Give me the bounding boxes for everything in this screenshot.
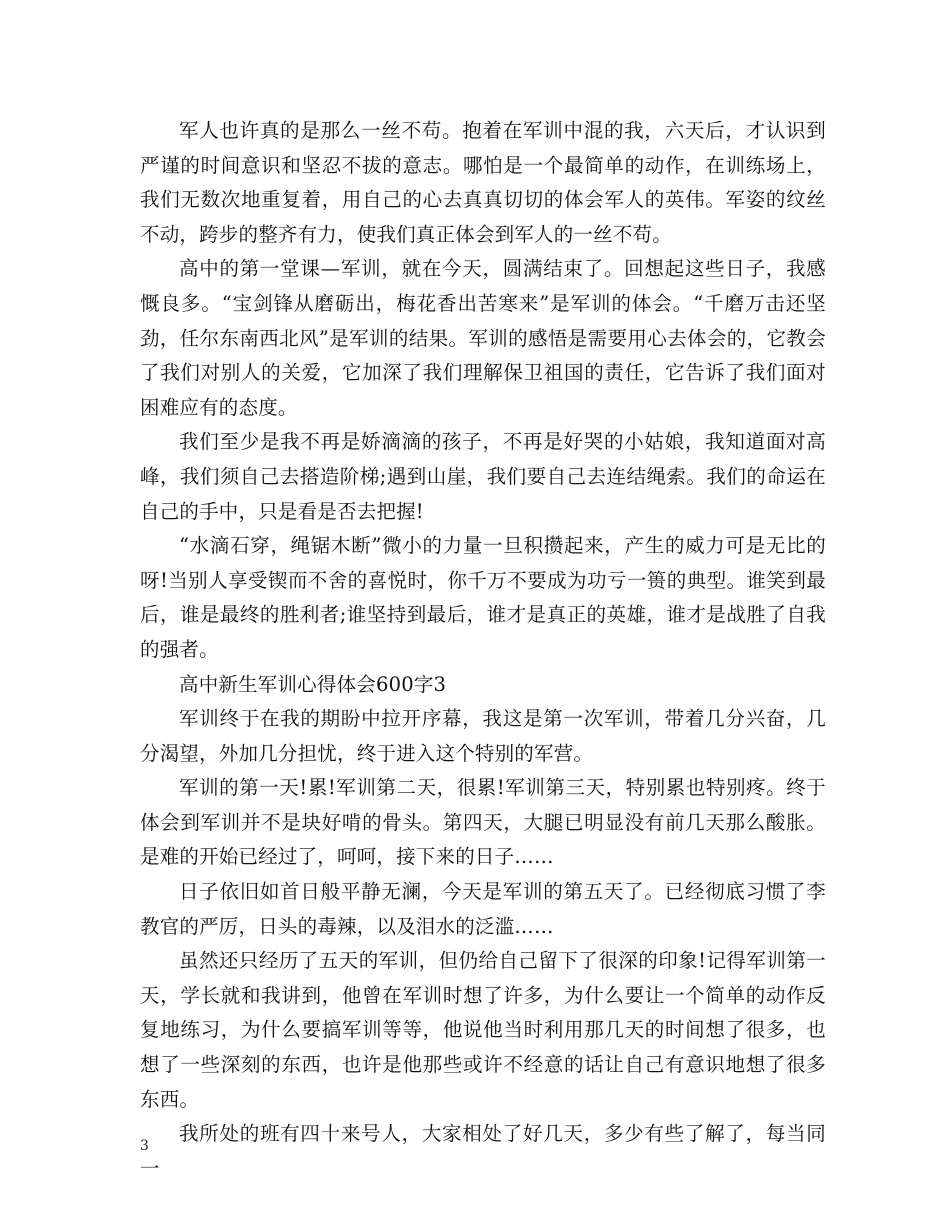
paragraph-1: 军人也许真的是那么一丝不苟。抱着在军训中混的我，六天后，才认识到严谨的时间意识和坚忍不拔的意志。哪怕是一个最简单的动作，在训练场上，我们无数次地重复着，用自己的心去真真切切的体会军人的英伟。军姿的纹丝不动，跨步的整齐有力，使我们真正体会到军人的一丝不苟。 [140,119,826,246]
paragraph-8: 虽然还只经历了五天的军训，但仍给自己留下了很深的印象!记得军训第一天，学长就和我讲到，他曾在军训时想了许多，为什么要让一个简单的动作反复地练习，为什么要搞军训等等，他说他当时利用那几天的时间想了很多，也想了一些深刻的东西，也许是他那些或许不经意的话让自己有意识地想了很多东西。 [140,949,826,1111]
paragraph-4: “水滴石穿，绳锯木断”微小的力量一旦积攒起来，产生的威力可是无比的呀!当别人享受锲而不舍的喜悦时，你千万不要成为功亏一篑的典型。谁笑到最后，谁是最终的胜利者;谁坚持到最后，谁才是真正的英雄，谁才是战胜了自我的强者。 [140,534,826,661]
paragraph-9: 我所处的班有四十来号人，大家相处了好几天，多少有些了解了，每当同一 [140,1122,826,1180]
document-body [140,114,826,1186]
paragraph-2: 高中的第一堂课—军训，就在今天，圆满结束了。回想起这些日子，我感慨良多。“宝剑锋从磨砺出，梅花香出苦寒来”是军训的体会。“千磨万击还坚劲，任尔东南西北风”是军训的结果。军训的感悟是需要用心去体会的，它教会了我们对别人的关爱，它加深了我们理解保卫祖国的责任，它告诉了我们面对困难应有的态度。 [140,257,826,419]
section-heading: 高中新生军训心得体会600字3 [179,672,447,696]
paragraph-5: 军训终于在我的期盼中拉开序幕，我这是第一次军训，带着几分兴奋，几分渴望，外加几分担忧，终于进入这个特别的军营。 [140,707,826,765]
paragraph-6: 军训的第一天!累!军训第二天，很累!军训第三天，特别累也特别疼。终于体会到军训并不是块好啃的骨头。第四天，大腿已明显没有前几天那么酸胀。是难的开始已经过了，呵呵，接下来的日子…… [140,776,826,869]
paragraph-3: 我们至少是我不再是娇滴滴的孩子，不再是好哭的小姑娘，我知道面对高峰，我们须自己去搭造阶梯;遇到山崖，我们要自己去连结绳索。我们的命运在自己的手中，只是看是否去把握! [140,430,826,523]
paragraph-7: 日子依旧如首日般平静无澜，今天是军训的第五天了。已经彻底习惯了李教官的严厉，日头的毒辣，以及泪水的泛滥…… [140,880,826,938]
page-number: 3 [140,1138,149,1154]
